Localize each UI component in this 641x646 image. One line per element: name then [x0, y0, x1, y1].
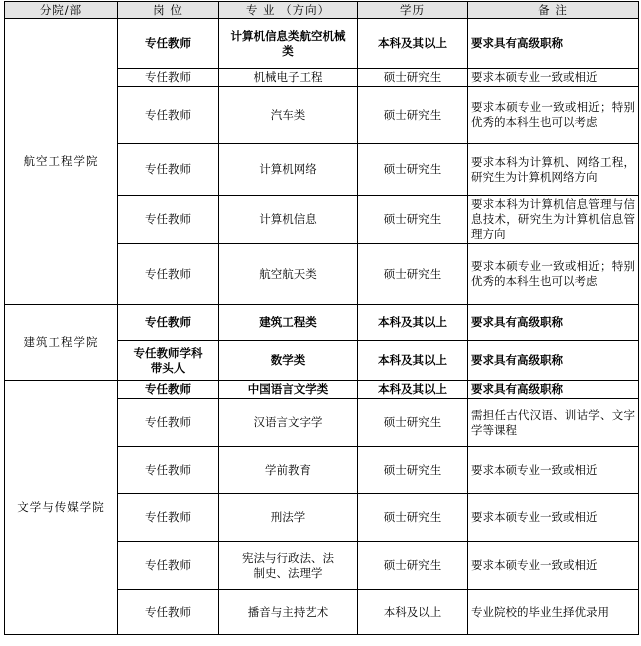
education-cell: 本科及其以上 — [358, 341, 468, 381]
post-cell: 专任教师 — [118, 447, 219, 494]
post-cell: 专任教师 — [118, 590, 219, 635]
major-cell: 建筑工程类 — [219, 305, 358, 341]
note-cell: 要求本硕专业一致或相近 — [468, 447, 639, 494]
education-cell: 本科及其以上 — [358, 19, 468, 69]
post-cell: 专任教师 — [118, 19, 219, 69]
education-cell: 硕士研究生 — [358, 244, 468, 305]
major-cell: 播音与主持艺术 — [219, 590, 358, 635]
education-cell: 本科及以上 — [358, 590, 468, 635]
major-cell: 汽车类 — [219, 87, 358, 144]
post-cell: 专任教师 — [118, 196, 219, 244]
post-cell: 专任教师 — [118, 244, 219, 305]
department-cell: 航空工程学院 — [5, 19, 118, 305]
note-cell: 要求具有高级职称 — [468, 19, 639, 69]
header-department: 分院/部 — [5, 2, 118, 19]
header-education: 学历 — [358, 2, 468, 19]
major-cell: 航空航天类 — [219, 244, 358, 305]
post-cell: 专任教师 — [118, 381, 219, 399]
post-cell: 专任教师 — [118, 305, 219, 341]
education-cell: 本科及其以上 — [358, 381, 468, 399]
major-cell: 机械电子工程 — [219, 69, 358, 87]
education-cell: 硕士研究生 — [358, 399, 468, 447]
table-header-row — [5, 2, 639, 19]
major-cell: 宪法与行政法、法制史、法理学 — [219, 542, 358, 590]
post-cell: 专任教师 — [118, 494, 219, 542]
education-cell: 硕士研究生 — [358, 447, 468, 494]
major-cell: 学前教育 — [219, 447, 358, 494]
note-cell: 要求本科为计算机、网络工程，研究生为计算机网络方向 — [468, 144, 639, 196]
major-cell: 计算机网络 — [219, 144, 358, 196]
major-cell: 中国语言文学类 — [219, 381, 358, 399]
table-row — [5, 305, 639, 341]
note-cell: 专业院校的毕业生择优录用 — [468, 590, 639, 635]
recruitment-table — [4, 1, 639, 635]
note-cell: 要求本科为计算机信息管理与信息技术，研究生为计算机信息管理方向 — [468, 196, 639, 244]
education-cell: 硕士研究生 — [358, 494, 468, 542]
education-cell: 硕士研究生 — [358, 87, 468, 144]
note-cell: 要求具有高级职称 — [468, 381, 639, 399]
note-cell: 要求本硕专业一致或相近 — [468, 494, 639, 542]
post-cell: 专任教师学科带头人 — [118, 341, 219, 381]
post-cell: 专任教师 — [118, 542, 219, 590]
education-cell: 本科及其以上 — [358, 305, 468, 341]
note-cell: 需担任古代汉语、训诂学、文字学等课程 — [468, 399, 639, 447]
note-cell: 要求本硕专业一致或相近；特别优秀的本科生也可以考虑 — [468, 244, 639, 305]
note-cell: 要求本硕专业一致或相近；特别优秀的本科生也可以考虑 — [468, 87, 639, 144]
note-cell: 要求本硕专业一致或相近 — [468, 542, 639, 590]
education-cell: 硕士研究生 — [358, 144, 468, 196]
note-cell: 要求具有高级职称 — [468, 305, 639, 341]
post-cell: 专任教师 — [118, 69, 219, 87]
education-cell: 硕士研究生 — [358, 196, 468, 244]
note-cell: 要求具有高级职称 — [468, 341, 639, 381]
major-cell: 计算机信息类航空机械类 — [219, 19, 358, 69]
header-major: 专 业 （方向） — [219, 2, 358, 19]
table-row — [5, 19, 639, 69]
post-cell: 专任教师 — [118, 144, 219, 196]
post-cell: 专任教师 — [118, 399, 219, 447]
department-cell: 建筑工程学院 — [5, 305, 118, 381]
post-cell: 专任教师 — [118, 87, 219, 144]
table-row — [5, 381, 639, 399]
education-cell: 硕士研究生 — [358, 542, 468, 590]
major-cell: 刑法学 — [219, 494, 358, 542]
major-cell: 数学类 — [219, 341, 358, 381]
major-cell: 计算机信息 — [219, 196, 358, 244]
department-cell: 文学与传媒学院 — [5, 381, 118, 635]
major-cell: 汉语言文字学 — [219, 399, 358, 447]
note-cell: 要求本硕专业一致或相近 — [468, 69, 639, 87]
education-cell: 硕士研究生 — [358, 69, 468, 87]
header-post: 岗 位 — [118, 2, 219, 19]
header-note: 备 注 — [468, 2, 639, 19]
